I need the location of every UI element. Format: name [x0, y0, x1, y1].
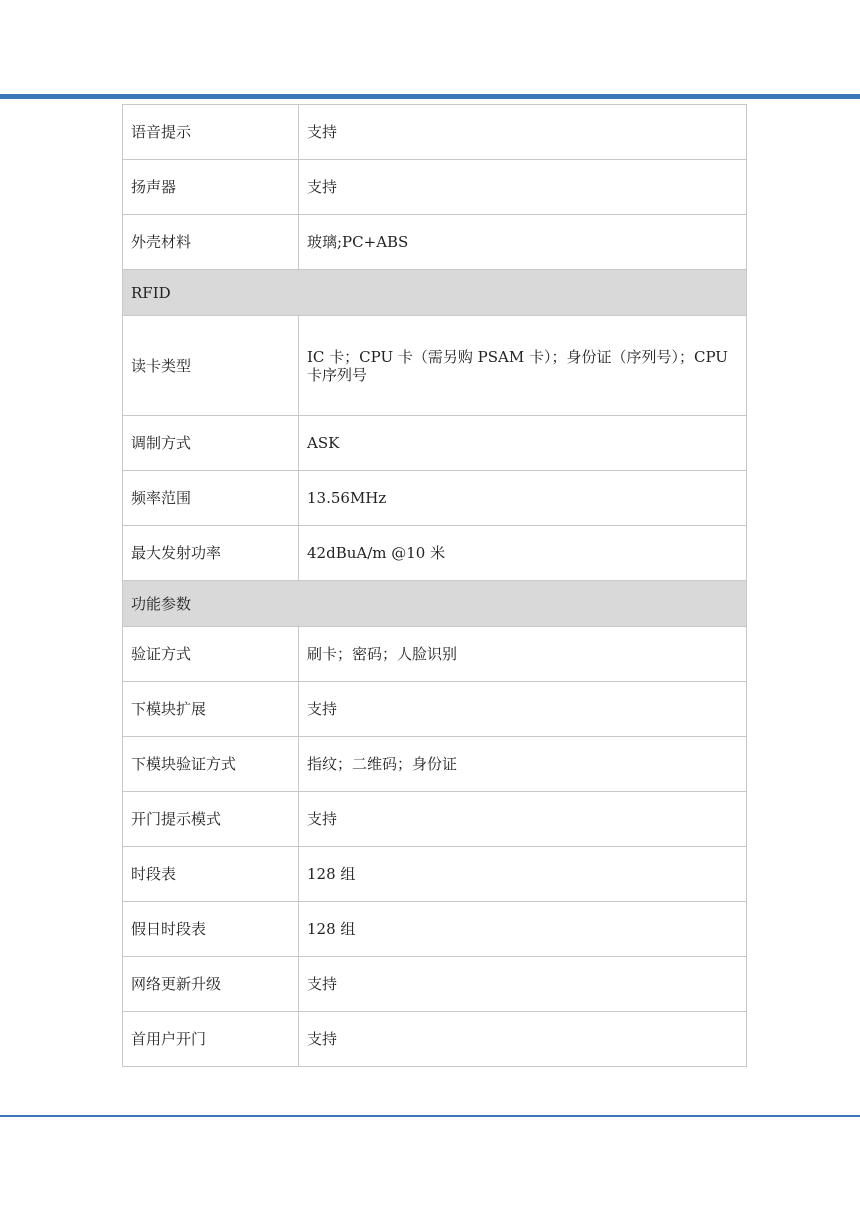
- table-row: [123, 416, 747, 471]
- spec-value: 13.56MHz: [299, 471, 747, 526]
- section-header-row: [123, 581, 747, 627]
- spec-value: 指纹；二维码；身份证: [299, 737, 747, 792]
- spec-label: 扬声器: [123, 160, 299, 215]
- table-row: [123, 215, 747, 270]
- spec-label: 语音提示: [123, 105, 299, 160]
- section-header-row: [123, 270, 747, 316]
- table-row: [123, 737, 747, 792]
- table-row: [123, 105, 747, 160]
- table-row: [123, 682, 747, 737]
- header-rule: [0, 94, 860, 99]
- table-row: [123, 902, 747, 957]
- spec-label: 验证方式: [123, 627, 299, 682]
- table-row: [123, 1012, 747, 1067]
- section-title: RFID: [123, 270, 747, 316]
- spec-label: 读卡类型: [123, 316, 299, 416]
- spec-value: 支持: [299, 682, 747, 737]
- table-row: [123, 792, 747, 847]
- spec-label: 调制方式: [123, 416, 299, 471]
- spec-label: 频率范围: [123, 471, 299, 526]
- footer-rule: [0, 1115, 860, 1117]
- table-row: [123, 316, 747, 416]
- spec-label: 外壳材料: [123, 215, 299, 270]
- spec-value: ASK: [299, 416, 747, 471]
- spec-label: 最大发射功率: [123, 526, 299, 581]
- spec-value: 128 组: [299, 847, 747, 902]
- spec-label: 开门提示模式: [123, 792, 299, 847]
- table-row: [123, 957, 747, 1012]
- spec-value: 支持: [299, 160, 747, 215]
- spec-label: 网络更新升级: [123, 957, 299, 1012]
- spec-value: 42dBuA/m @10 米: [299, 526, 747, 581]
- table-row: [123, 471, 747, 526]
- spec-label: 下模块验证方式: [123, 737, 299, 792]
- table-row: [123, 627, 747, 682]
- spec-value: 支持: [299, 1012, 747, 1067]
- spec-value: 支持: [299, 105, 747, 160]
- spec-label: 时段表: [123, 847, 299, 902]
- table-row: [123, 160, 747, 215]
- spec-table: [122, 104, 747, 1067]
- section-title: 功能参数: [123, 581, 747, 627]
- spec-label: 下模块扩展: [123, 682, 299, 737]
- spec-label: 假日时段表: [123, 902, 299, 957]
- spec-value: 玻璃;PC+ABS: [299, 215, 747, 270]
- spec-value: 支持: [299, 792, 747, 847]
- spec-label: 首用户开门: [123, 1012, 299, 1067]
- table-row: [123, 847, 747, 902]
- spec-value: 128 组: [299, 902, 747, 957]
- spec-value: 刷卡；密码；人脸识别: [299, 627, 747, 682]
- spec-value: 支持: [299, 957, 747, 1012]
- spec-value: IC 卡；CPU 卡（需另购 PSAM 卡）；身份证（序列号）；CPU 卡序列号: [299, 316, 747, 416]
- table-row: [123, 526, 747, 581]
